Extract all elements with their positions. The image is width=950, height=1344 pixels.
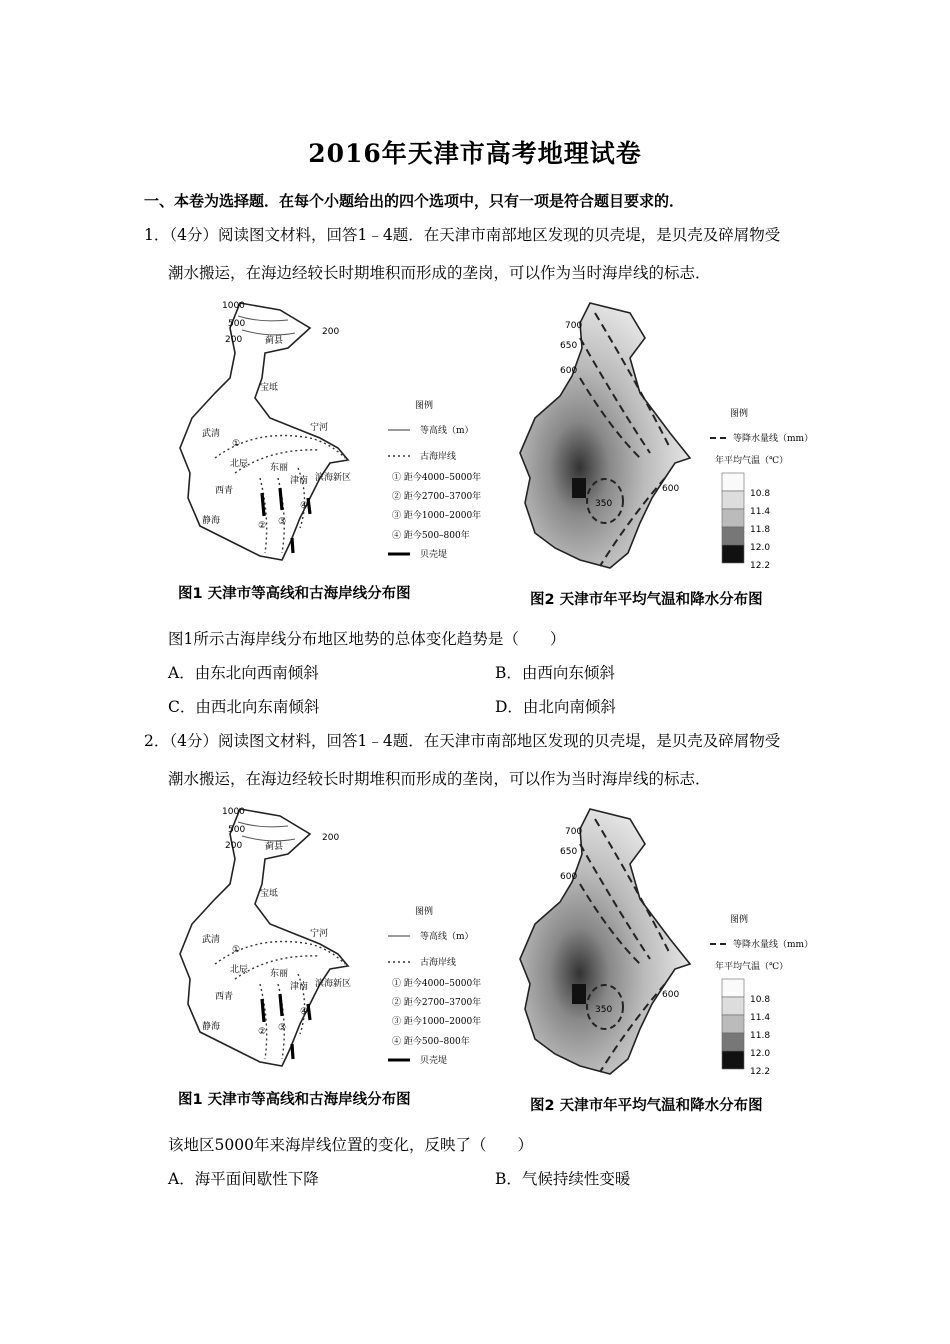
place-label: 武清 xyxy=(202,935,221,945)
question-2-stem: 该地区5000年来海岸线位置的变化，反映了（ ） xyxy=(168,1136,533,1154)
legend-item: ④ 距今500–800年 xyxy=(392,1037,470,1047)
legend-item: ① 距今4000–5000年 xyxy=(392,473,482,483)
temp-label: 10.8 xyxy=(750,995,771,1005)
legend-item: 等高线（m） xyxy=(420,932,474,942)
place-label: 津南 xyxy=(290,476,309,486)
temp-label: 11.4 xyxy=(750,507,771,517)
place-label: 蓟县 xyxy=(265,842,284,852)
legend-title: 图例 xyxy=(730,409,749,419)
coastline-marker: ④ xyxy=(300,501,309,511)
legend-item: 古海岸线 xyxy=(420,452,457,462)
coastline-marker: ① xyxy=(232,945,241,955)
place-label: 北辰 xyxy=(230,459,249,469)
temp-label: 11.8 xyxy=(750,525,771,535)
coastline-marker: ② xyxy=(258,1027,267,1037)
legend-title: 图例 xyxy=(415,401,434,411)
option-b[interactable]: B．由西向东倾斜 xyxy=(495,664,615,682)
contour-label: 1000 xyxy=(222,807,245,817)
isohyet-label: 600 xyxy=(560,366,578,376)
section-heading: 一、本卷为选择题．在每个小题给出的四个选项中，只有一项是符合题目要求的． xyxy=(144,192,685,210)
isohyet-label: 600 xyxy=(662,990,680,1000)
question-1-intro-cont: 潮水搬运，在海边经较长时期堆积而形成的垄岗，可以作为当时海岸线的标志． xyxy=(168,264,711,282)
coastline-marker: ③ xyxy=(278,1023,287,1033)
question-1-intro xyxy=(144,225,780,245)
legend-item: 贝壳堤 xyxy=(420,1056,448,1066)
figure-2-caption: 图2 天津市年平均气温和降水分布图 xyxy=(530,592,763,608)
climate-map xyxy=(520,809,690,1074)
place-label: 武清 xyxy=(202,429,221,439)
question-score: （4分） xyxy=(169,226,218,244)
figure-1-caption: 图1 天津市等高线和古海岸线分布图 xyxy=(178,1092,411,1108)
temp-label: 12.2 xyxy=(750,561,771,571)
place-label: 东丽 xyxy=(270,969,289,979)
place-label: 宝坻 xyxy=(260,383,279,393)
question-2-intro xyxy=(144,731,780,751)
contour-label: 500 xyxy=(228,825,246,835)
question-1-stem: 图1所示古海岸线分布地区地势的总体变化趋势是（ ） xyxy=(168,630,566,648)
coastline-marker: ① xyxy=(232,439,241,449)
question-intro-text: 阅读图文材料，回答1﹣4题．在天津市南部地区发现的贝壳堤，是贝壳及碎屑物受 xyxy=(218,732,781,750)
legend-item: 古海岸线 xyxy=(420,958,457,968)
isohyet-label: 700 xyxy=(565,827,583,837)
temp-label: 12.0 xyxy=(750,543,771,553)
legend-item: 年平均气温（℃） xyxy=(715,456,789,466)
temp-label: 12.2 xyxy=(750,1067,771,1077)
coastline-marker: ④ xyxy=(300,1007,309,1017)
place-label: 宁河 xyxy=(310,929,329,939)
figure-1-2 xyxy=(170,298,830,608)
option-d[interactable]: D．由北向南倾斜 xyxy=(495,698,616,716)
legend-item: ③ 距今1000–2000年 xyxy=(392,1017,482,1027)
figure-maps xyxy=(170,298,830,608)
isohyet-label: 650 xyxy=(560,847,578,857)
figure-1-2-repeat xyxy=(170,804,830,1114)
place-label: 滨海新区 xyxy=(315,979,352,989)
temp-label: 11.4 xyxy=(750,1013,771,1023)
option-c[interactable]: C．由西北向东南倾斜 xyxy=(168,698,320,716)
place-label: 东丽 xyxy=(270,463,289,473)
legend-item: ③ 距今1000–2000年 xyxy=(392,511,482,521)
place-label: 西青 xyxy=(215,486,234,496)
place-label: 静海 xyxy=(202,516,221,526)
place-label: 西青 xyxy=(215,992,234,1002)
isohyet-label: 350 xyxy=(595,1005,613,1015)
place-label: 滨海新区 xyxy=(315,473,352,483)
legend-title: 图例 xyxy=(415,907,434,917)
legend-item: ④ 距今500–800年 xyxy=(392,531,470,541)
legend-item: 等高线（m） xyxy=(420,426,474,436)
contour-label: 500 xyxy=(228,319,246,329)
page-title: 2016年天津市高考地理试卷 xyxy=(308,139,642,168)
place-label: 静海 xyxy=(202,1022,221,1032)
coastline-marker: ② xyxy=(258,521,267,531)
contour-label: 200 xyxy=(225,335,243,345)
legend-item: 等降水量线（mm） xyxy=(733,434,814,444)
legend-item: 贝壳堤 xyxy=(420,550,448,560)
legend-title: 图例 xyxy=(730,915,749,925)
contour-label: 200 xyxy=(322,327,340,337)
climate-map xyxy=(520,303,690,568)
coastline-marker: ③ xyxy=(278,517,287,527)
question-number: 1． xyxy=(144,226,170,244)
place-label: 宁河 xyxy=(310,423,329,433)
option-a[interactable]: A．由东北向西南倾斜 xyxy=(168,664,319,682)
contour-label: 200 xyxy=(322,833,340,843)
contour-label: 1000 xyxy=(222,301,245,311)
legend-item: ① 距今4000–5000年 xyxy=(392,979,482,989)
question-intro-text: 阅读图文材料，回答1﹣4题．在天津市南部地区发现的贝壳堤，是贝壳及碎屑物受 xyxy=(218,226,781,244)
question-2-intro-cont: 潮水搬运，在海边经较长时期堆积而形成的垄岗，可以作为当时海岸线的标志． xyxy=(168,770,711,788)
isohyet-label: 700 xyxy=(565,321,583,331)
figure-1-caption: 图1 天津市等高线和古海岸线分布图 xyxy=(178,586,411,602)
legend-item: ② 距今2700–3700年 xyxy=(392,492,482,502)
option-b[interactable]: B．气候持续性变暖 xyxy=(495,1170,631,1188)
legend-item: 年平均气温（℃） xyxy=(715,962,789,972)
temp-label: 12.0 xyxy=(750,1049,771,1059)
legend-item: 等降水量线（mm） xyxy=(733,940,814,950)
isohyet-label: 350 xyxy=(595,499,613,509)
temp-label: 10.8 xyxy=(750,489,771,499)
figure-2-caption: 图2 天津市年平均气温和降水分布图 xyxy=(530,1098,763,1114)
place-label: 津南 xyxy=(290,982,309,992)
question-number: 2． xyxy=(144,732,170,750)
isohyet-label: 600 xyxy=(560,872,578,882)
place-label: 宝坻 xyxy=(260,889,279,899)
temp-label: 11.8 xyxy=(750,1031,771,1041)
place-label: 北辰 xyxy=(230,965,249,975)
question-score: （4分） xyxy=(169,732,218,750)
figure-maps xyxy=(170,804,830,1114)
contour-label: 200 xyxy=(225,841,243,851)
isohyet-label: 650 xyxy=(560,341,578,351)
isohyet-label: 600 xyxy=(662,484,680,494)
place-label: 蓟县 xyxy=(265,336,284,346)
legend-item: ② 距今2700–3700年 xyxy=(392,998,482,1008)
option-a[interactable]: A．海平面间歇性下降 xyxy=(168,1170,319,1188)
